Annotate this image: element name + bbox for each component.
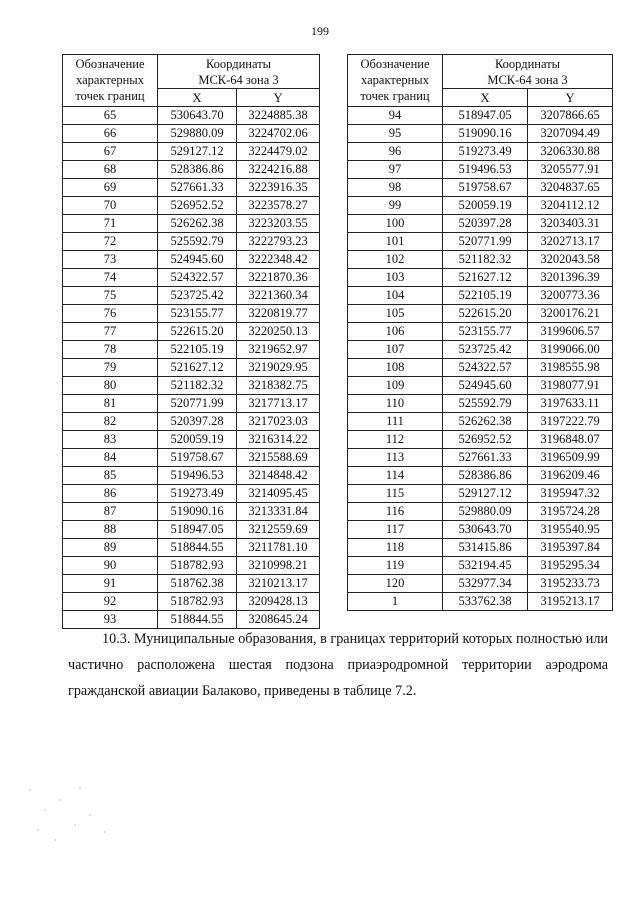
table-row <box>63 449 320 467</box>
page-number: 199 <box>311 24 329 38</box>
x-coordinate: 526262.38 <box>443 413 528 431</box>
point-number: 1 <box>348 593 443 611</box>
table-row <box>348 395 613 413</box>
table-row <box>63 269 320 287</box>
y-coordinate: 3208645.24 <box>237 611 320 629</box>
table-row <box>348 179 613 197</box>
x-coordinate: 518947.05 <box>158 521 237 539</box>
y-coordinate: 3223203.55 <box>237 215 320 233</box>
table-row <box>63 557 320 575</box>
header-coordinates <box>443 55 613 89</box>
point-number: 97 <box>348 161 443 179</box>
point-number: 108 <box>348 359 443 377</box>
y-coordinate: 3217023.03 <box>237 413 320 431</box>
x-coordinate: 521627.12 <box>443 269 528 287</box>
table-row <box>348 539 613 557</box>
y-coordinate: 3203403.31 <box>528 215 613 233</box>
point-number: 67 <box>63 143 158 161</box>
header-line: точек границ <box>75 89 145 103</box>
x-coordinate: 518762.38 <box>158 575 237 593</box>
table-row <box>63 575 320 593</box>
point-number: 105 <box>348 305 443 323</box>
table-row <box>63 323 320 341</box>
y-coordinate: 3195947.32 <box>528 485 613 503</box>
x-coordinate: 524322.57 <box>443 359 528 377</box>
point-number: 104 <box>348 287 443 305</box>
table-row <box>348 107 613 125</box>
point-number: 111 <box>348 413 443 431</box>
point-number: 78 <box>63 341 158 359</box>
y-coordinate: 3211781.10 <box>237 539 320 557</box>
y-coordinate: 3199606.57 <box>528 323 613 341</box>
y-coordinate: 3212559.69 <box>237 521 320 539</box>
header-x: X <box>158 89 237 107</box>
header-line: точек границ <box>360 89 430 103</box>
x-coordinate: 519496.53 <box>158 467 237 485</box>
table-row <box>348 377 613 395</box>
table-row <box>63 287 320 305</box>
x-coordinate: 524945.60 <box>158 251 237 269</box>
point-number: 106 <box>348 323 443 341</box>
table-row <box>348 413 613 431</box>
table-row <box>348 323 613 341</box>
header-line: МСК-64 зона 3 <box>487 73 568 87</box>
y-coordinate: 3195724.28 <box>528 503 613 521</box>
point-number: 92 <box>63 593 158 611</box>
y-coordinate: 3218382.75 <box>237 377 320 395</box>
point-number: 81 <box>63 395 158 413</box>
point-number: 103 <box>348 269 443 287</box>
y-coordinate: 3204112.12 <box>528 197 613 215</box>
y-coordinate: 3204837.65 <box>528 179 613 197</box>
x-coordinate: 532194.45 <box>443 557 528 575</box>
x-coordinate: 520771.99 <box>158 395 237 413</box>
point-number: 94 <box>348 107 443 125</box>
point-number: 74 <box>63 269 158 287</box>
point-number: 73 <box>63 251 158 269</box>
x-coordinate: 527661.33 <box>443 449 528 467</box>
x-coordinate: 520771.99 <box>443 233 528 251</box>
point-number: 96 <box>348 143 443 161</box>
scan-noise <box>20 770 140 860</box>
table-row <box>63 503 320 521</box>
paragraph-text: 10.3. Муниципальные образования, в границах территорий которых полностью или частично расположена шестая подзона приаэродромной территории аэродрома гражданской авиации Балаково, приведены в таблице 7.2. <box>68 631 608 699</box>
header-line: Обозначение <box>360 57 430 71</box>
x-coordinate: 519758.67 <box>158 449 237 467</box>
y-coordinate: 3196209.46 <box>528 467 613 485</box>
point-number: 115 <box>348 485 443 503</box>
point-number: 102 <box>348 251 443 269</box>
x-coordinate: 528386.86 <box>158 161 237 179</box>
y-coordinate: 3224885.38 <box>237 107 320 125</box>
x-coordinate: 533762.38 <box>443 593 528 611</box>
header-y: Y <box>528 89 613 107</box>
table-row <box>63 161 320 179</box>
y-coordinate: 3198077.91 <box>528 377 613 395</box>
x-coordinate: 519496.53 <box>443 161 528 179</box>
point-number: 75 <box>63 287 158 305</box>
x-coordinate: 518844.55 <box>158 611 237 629</box>
y-coordinate: 3210998.21 <box>237 557 320 575</box>
x-coordinate: 526262.38 <box>158 215 237 233</box>
point-number: 80 <box>63 377 158 395</box>
x-coordinate: 532977.34 <box>443 575 528 593</box>
x-coordinate: 525592.79 <box>443 395 528 413</box>
table-row <box>63 107 320 125</box>
x-coordinate: 522615.20 <box>443 305 528 323</box>
x-coordinate: 529127.12 <box>158 143 237 161</box>
y-coordinate: 3220250.13 <box>237 323 320 341</box>
y-coordinate: 3200773.36 <box>528 287 613 305</box>
point-number: 86 <box>63 485 158 503</box>
table-row <box>63 215 320 233</box>
y-coordinate: 3221870.36 <box>237 269 320 287</box>
table-row <box>63 521 320 539</box>
y-coordinate: 3195213.17 <box>528 593 613 611</box>
point-number: 88 <box>63 521 158 539</box>
table-row <box>63 251 320 269</box>
point-number: 87 <box>63 503 158 521</box>
point-number: 117 <box>348 521 443 539</box>
point-number: 110 <box>348 395 443 413</box>
coordinates-table-left <box>62 54 320 629</box>
point-number: 76 <box>63 305 158 323</box>
y-coordinate: 3215588.69 <box>237 449 320 467</box>
table-row <box>63 431 320 449</box>
y-coordinate: 3202713.17 <box>528 233 613 251</box>
x-coordinate: 521627.12 <box>158 359 237 377</box>
point-number: 84 <box>63 449 158 467</box>
table-row <box>63 125 320 143</box>
point-number: 98 <box>348 179 443 197</box>
header-line: Обозначение <box>75 57 145 71</box>
x-coordinate: 520059.19 <box>158 431 237 449</box>
x-coordinate: 521182.32 <box>443 251 528 269</box>
header-line: Координаты <box>205 57 272 71</box>
table-row <box>348 575 613 593</box>
x-coordinate: 519273.49 <box>443 143 528 161</box>
x-coordinate: 520059.19 <box>443 197 528 215</box>
x-coordinate: 523725.42 <box>158 287 237 305</box>
x-coordinate: 522105.19 <box>158 341 237 359</box>
point-number: 119 <box>348 557 443 575</box>
point-number: 95 <box>348 125 443 143</box>
table-row <box>348 485 613 503</box>
point-number: 107 <box>348 341 443 359</box>
y-coordinate: 3224702.06 <box>237 125 320 143</box>
table-row <box>348 215 613 233</box>
point-number: 65 <box>63 107 158 125</box>
point-number: 69 <box>63 179 158 197</box>
header-line: характерных <box>361 73 429 87</box>
point-number: 85 <box>63 467 158 485</box>
point-number: 113 <box>348 449 443 467</box>
x-coordinate: 523155.77 <box>158 305 237 323</box>
x-coordinate: 518782.93 <box>158 593 237 611</box>
x-coordinate: 524945.60 <box>443 377 528 395</box>
table-row <box>348 251 613 269</box>
y-coordinate: 3195233.73 <box>528 575 613 593</box>
y-coordinate: 3207866.65 <box>528 107 613 125</box>
y-coordinate: 3195397.84 <box>528 539 613 557</box>
y-coordinate: 3219029.95 <box>237 359 320 377</box>
header-x: X <box>443 89 528 107</box>
table-body <box>63 107 320 629</box>
table-row <box>348 269 613 287</box>
table-row <box>63 359 320 377</box>
y-coordinate: 3209428.13 <box>237 593 320 611</box>
point-number: 82 <box>63 413 158 431</box>
x-coordinate: 519273.49 <box>158 485 237 503</box>
y-coordinate: 3199066.00 <box>528 341 613 359</box>
point-number: 109 <box>348 377 443 395</box>
header-point-label <box>348 55 443 107</box>
x-coordinate: 523155.77 <box>443 323 528 341</box>
y-coordinate: 3223916.35 <box>237 179 320 197</box>
header-line: Координаты <box>494 57 561 71</box>
x-coordinate: 521182.32 <box>158 377 237 395</box>
x-coordinate: 529127.12 <box>443 485 528 503</box>
table-row <box>63 467 320 485</box>
y-coordinate: 3210213.17 <box>237 575 320 593</box>
y-coordinate: 3198555.98 <box>528 359 613 377</box>
point-number: 116 <box>348 503 443 521</box>
table-body <box>348 107 613 611</box>
y-coordinate: 3224479.02 <box>237 143 320 161</box>
point-number: 66 <box>63 125 158 143</box>
y-coordinate: 3213331.84 <box>237 503 320 521</box>
header-line: МСК-64 зона 3 <box>198 73 279 87</box>
x-coordinate: 518782.93 <box>158 557 237 575</box>
table-row <box>348 449 613 467</box>
table-row <box>348 287 613 305</box>
table-row <box>63 539 320 557</box>
y-coordinate: 3195295.34 <box>528 557 613 575</box>
y-coordinate: 3223578.27 <box>237 197 320 215</box>
point-number: 91 <box>63 575 158 593</box>
y-coordinate: 3197633.11 <box>528 395 613 413</box>
y-coordinate: 3222348.42 <box>237 251 320 269</box>
header-point-label <box>63 55 158 107</box>
header-y: Y <box>237 89 320 107</box>
y-coordinate: 3207094.49 <box>528 125 613 143</box>
x-coordinate: 524322.57 <box>158 269 237 287</box>
table-row <box>63 377 320 395</box>
x-coordinate: 530643.70 <box>443 521 528 539</box>
x-coordinate: 527661.33 <box>158 179 237 197</box>
table-row <box>348 143 613 161</box>
table-row <box>63 179 320 197</box>
point-number: 114 <box>348 467 443 485</box>
x-coordinate: 522105.19 <box>443 287 528 305</box>
point-number: 93 <box>63 611 158 629</box>
x-coordinate: 523725.42 <box>443 341 528 359</box>
y-coordinate: 3220819.77 <box>237 305 320 323</box>
point-number: 101 <box>348 233 443 251</box>
point-number: 70 <box>63 197 158 215</box>
y-coordinate: 3202043.58 <box>528 251 613 269</box>
table-row <box>63 305 320 323</box>
table-row <box>63 143 320 161</box>
point-number: 89 <box>63 539 158 557</box>
x-coordinate: 518947.05 <box>443 107 528 125</box>
y-coordinate: 3224216.88 <box>237 161 320 179</box>
y-coordinate: 3206330.88 <box>528 143 613 161</box>
y-coordinate: 3197222.79 <box>528 413 613 431</box>
y-coordinate: 3217713.17 <box>237 395 320 413</box>
point-number: 90 <box>63 557 158 575</box>
y-coordinate: 3219652.97 <box>237 341 320 359</box>
x-coordinate: 525592.79 <box>158 233 237 251</box>
point-number: 118 <box>348 539 443 557</box>
x-coordinate: 519090.16 <box>443 125 528 143</box>
y-coordinate: 3200176.21 <box>528 305 613 323</box>
x-coordinate: 528386.86 <box>443 467 528 485</box>
table-row <box>348 359 613 377</box>
point-number: 100 <box>348 215 443 233</box>
table-row <box>348 503 613 521</box>
x-coordinate: 530643.70 <box>158 107 237 125</box>
table-row <box>348 593 613 611</box>
table-row <box>348 341 613 359</box>
x-coordinate: 529880.09 <box>443 503 528 521</box>
table-row <box>63 341 320 359</box>
x-coordinate: 522615.20 <box>158 323 237 341</box>
table-row <box>63 413 320 431</box>
paragraph-10-3 <box>68 626 608 704</box>
table-row <box>63 395 320 413</box>
coordinates-table-right <box>347 54 613 611</box>
point-number: 112 <box>348 431 443 449</box>
y-coordinate: 3195540.95 <box>528 521 613 539</box>
table-row <box>348 557 613 575</box>
x-coordinate: 526952.52 <box>158 197 237 215</box>
point-number: 99 <box>348 197 443 215</box>
x-coordinate: 531415.86 <box>443 539 528 557</box>
point-number: 83 <box>63 431 158 449</box>
table-row <box>63 593 320 611</box>
header-line: характерных <box>76 73 144 87</box>
y-coordinate: 3216314.22 <box>237 431 320 449</box>
x-coordinate: 518844.55 <box>158 539 237 557</box>
point-number: 120 <box>348 575 443 593</box>
header-coordinates <box>158 55 320 89</box>
y-coordinate: 3205577.91 <box>528 161 613 179</box>
y-coordinate: 3214848.42 <box>237 467 320 485</box>
y-coordinate: 3196509.99 <box>528 449 613 467</box>
table-row <box>348 431 613 449</box>
table-row <box>348 233 613 251</box>
table-row <box>348 467 613 485</box>
point-number: 71 <box>63 215 158 233</box>
table-row <box>348 305 613 323</box>
y-coordinate: 3221360.34 <box>237 287 320 305</box>
point-number: 68 <box>63 161 158 179</box>
table-row <box>348 521 613 539</box>
y-coordinate: 3201396.39 <box>528 269 613 287</box>
table-row <box>348 197 613 215</box>
table-row <box>63 233 320 251</box>
table-row <box>348 161 613 179</box>
x-coordinate: 526952.52 <box>443 431 528 449</box>
point-number: 72 <box>63 233 158 251</box>
y-coordinate: 3214095.45 <box>237 485 320 503</box>
table-row <box>63 197 320 215</box>
point-number: 79 <box>63 359 158 377</box>
x-coordinate: 519090.16 <box>158 503 237 521</box>
y-coordinate: 3196848.07 <box>528 431 613 449</box>
x-coordinate: 520397.28 <box>158 413 237 431</box>
x-coordinate: 529880.09 <box>158 125 237 143</box>
table-row <box>348 125 613 143</box>
point-number: 77 <box>63 323 158 341</box>
x-coordinate: 519758.67 <box>443 179 528 197</box>
table-row <box>63 485 320 503</box>
x-coordinate: 520397.28 <box>443 215 528 233</box>
y-coordinate: 3222793.23 <box>237 233 320 251</box>
